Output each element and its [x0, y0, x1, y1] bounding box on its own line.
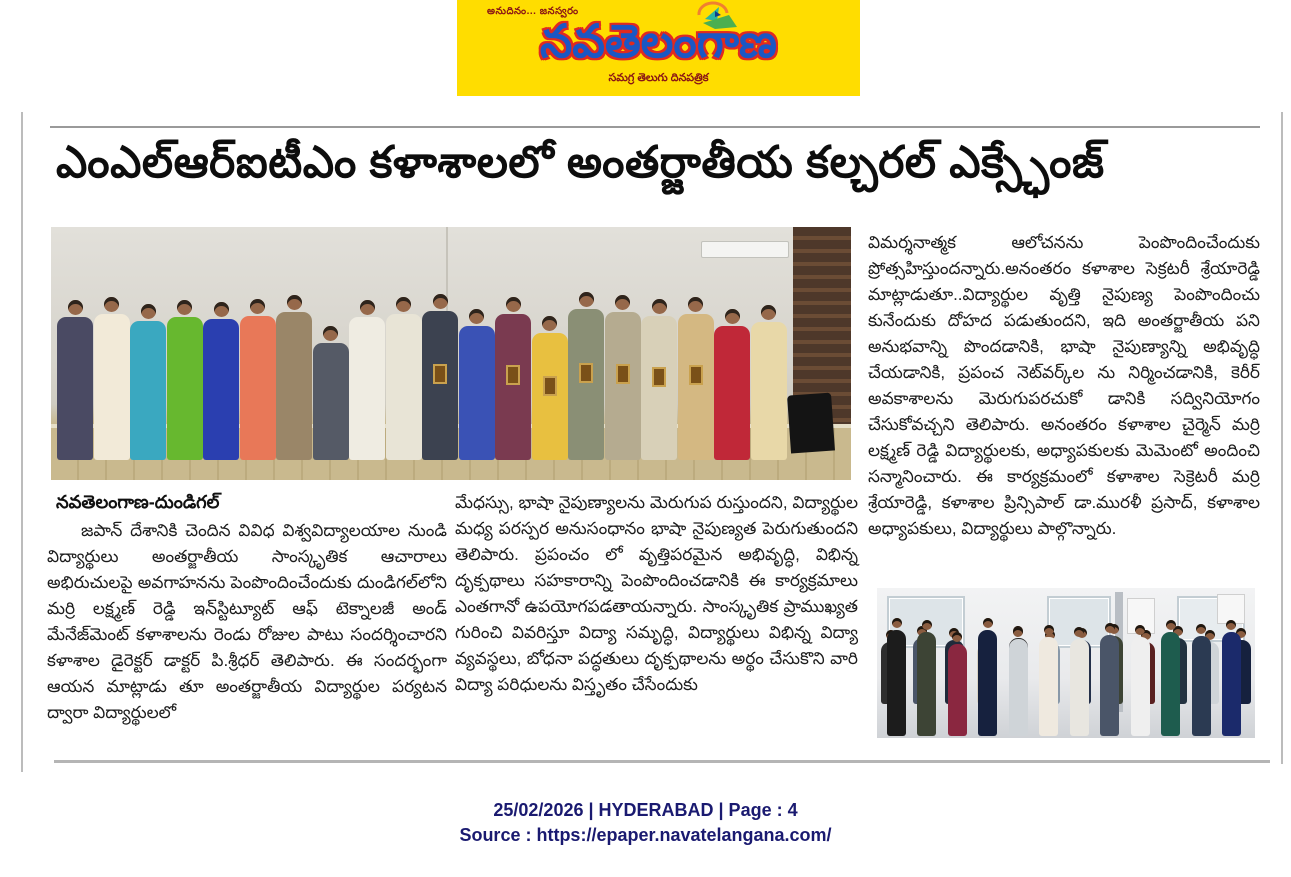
- person-figure: [422, 294, 458, 460]
- main-stage-photo: [51, 227, 851, 480]
- masthead-subtitle: సమగ్ర తెలుగు దినపత్రిక: [608, 72, 709, 84]
- person-figure: [349, 300, 385, 460]
- award-plaque: [433, 364, 447, 384]
- person-figure: [1039, 625, 1058, 736]
- person-figure: [57, 300, 93, 460]
- person-figure: [605, 295, 641, 460]
- person-figure: [917, 620, 936, 736]
- stage-speaker: [787, 393, 835, 454]
- person-figure: [203, 302, 239, 460]
- group-of-people-front-row: [887, 618, 1241, 736]
- award-plaque: [689, 365, 703, 385]
- person-figure: [887, 618, 906, 736]
- person-figure: [641, 299, 677, 460]
- article-bottom-rule: [54, 760, 1270, 763]
- secondary-group-photo: [877, 588, 1255, 738]
- person-figure: [386, 297, 422, 460]
- person-figure: [1192, 624, 1211, 736]
- person-figure: [1161, 620, 1180, 736]
- source-url-label: Source : https://epaper.navatelangana.com/: [459, 825, 832, 845]
- person-figure: [532, 316, 568, 460]
- person-figure: [751, 305, 787, 460]
- person-figure: [1222, 620, 1241, 736]
- article-column-3: విమర్శనాత్మక ఆలోచనను పెంపొందించేందుకు ప్రోత్సహిస్తుందన్నారు.అనంతరం కళాశాల సెక్రటరీ శ్రేయారెడ్డి మాట్లాడుతూ..విద్యార్థుల వృత్తి నైపుణ్య పెంపొందించు కునేందుకు దోహద పడుతుందని, ఇది అంతర్జాతీయ పని అనుభవాన్ని పొందడానికి, భాషా నైపుణ్యాన్ని అభివృద్ధి చేయడానికి, ప్రపంచ నెట్‌వర్క్‌ల ను నిర్మించడానికి, కెరీర్ అవకాశాలను మెరుగుపరచుకో డానికి సద్వినియోగం చేసుకోవచ్చని తెలిపారు. అనంతరం కళాశాల చైర్మెన్ మర్రి లక్ష్మణ్ రెడ్డి విద్యార్థులకు, అధ్యాపకులకు మెమెంటో అందించి సన్మానించారు. ఈ కార్యక్రమంలో కళాశాల సెక్రెటరీ మర్రి శ్రేయారెడ్డి, కళాశాల ప్రిన్సిపాల్ డా.మురళీ ప్రసాద్, కళాశాల అధ్యాపకులు, విద్యార్థులు పాల్గొన్నారు.: [868, 233, 1260, 538]
- person-figure: [678, 297, 714, 460]
- person-figure: [459, 309, 495, 460]
- left-border-rule: [21, 112, 23, 772]
- newspaper-masthead: [457, 0, 860, 96]
- award-plaque: [616, 364, 630, 384]
- person-figure: [1070, 627, 1089, 736]
- article-column-2: మేధస్సు, భాషా నైపుణ్యాలను మెరుగుప రుస్తుందని, విద్యార్థుల మధ్య పరస్పర అనుసంధానం భాషా నైపుణ్యత పెరుగుతుందని తెలిపారు. ప్రపంచం లో వృత్తిపరమైన అభివృద్ధి, విభిన్న దృక్పథాలు సహకారాన్ని పెంపొందించడానికి ఈ కార్యక్రమాలు ఎంతగానో ఉపయోగపడతాయన్నారు. సాంస్కృతిక ప్రాముఖ్యత గురించి వివరిస్తూ విద్యా సమృద్ధి, విద్యార్థులు విభిన్న విద్యా వ్యవస్థలు, బోధనా పద్ధతులు దృక్పథాలను అర్థం చేసుకొని వారి విద్యా పరిధులను విస్తృతం చేసేందుకు: [455, 493, 858, 694]
- article-headline: ఎంఎల్ఆర్ఐటీఎం కళాశాలలో అంతర్జాతీయ కల్చరల్ ఎక్స్ఛేంజ్: [56, 138, 1105, 187]
- date-city-page-label: 25/02/2026 | HYDERABAD | Page : 4: [493, 800, 798, 820]
- person-figure: [1100, 623, 1119, 736]
- person-figure: [714, 309, 750, 460]
- person-figure: [276, 295, 312, 460]
- article-column-1: జపాన్ దేశానికి చెందిన వివిధ విశ్వవిద్యాలయాల నుండి విద్యార్థులు అంతర్జాతీయ సాంస్కృతిక ఆచారాలు అభిరుచులపై అవగాహనను పెంపొందించేందుకు దుండిగల్‌లోని మర్రి లక్ష్మణ్ రెడ్డి ఇన్‌స్టిట్యూట్ ఆఫ్ టెక్నాలజీ అండ్ మేనేజ్‌మెంట్ కళాశాలను రెండు రోజుల పాటు సందర్శించారని కళాశాల డైరెక్టర్ డాక్టర్ పి.శ్రీధర్ తెలిపారు. ఈ సందర్భంగా ఆయన మాట్లాడు తూ అంతర్జాతీయ విద్యార్థుల పర్యటన ద్వారా విద్యార్థులలో: [47, 521, 447, 722]
- person-figure: [94, 297, 130, 460]
- person-figure: [568, 292, 604, 460]
- person-figure: [978, 618, 997, 736]
- person-figure: [495, 297, 531, 460]
- ac-unit: [701, 241, 789, 258]
- masthead-tagline: అనుదినం... జనస్వరం: [487, 6, 579, 17]
- epaper-footer: [0, 800, 1291, 846]
- award-plaque: [543, 376, 557, 396]
- person-figure: [240, 299, 276, 460]
- person-figure: [167, 300, 203, 460]
- person-figure: [1131, 625, 1150, 736]
- article-dateline: నవతెలంగాణ-దుండిగల్: [56, 492, 220, 512]
- person-figure: [948, 632, 967, 736]
- award-plaque: [506, 365, 520, 385]
- group-of-people: [57, 292, 787, 460]
- headline-top-rule: [50, 126, 1260, 128]
- person-figure: [313, 326, 349, 460]
- award-plaque: [579, 363, 593, 383]
- right-border-rule: [1281, 112, 1283, 764]
- award-plaque: [652, 367, 666, 387]
- person-figure: [130, 304, 166, 460]
- person-figure: [1009, 627, 1028, 736]
- newspaper-title: నవతెలంగాణ: [539, 15, 778, 67]
